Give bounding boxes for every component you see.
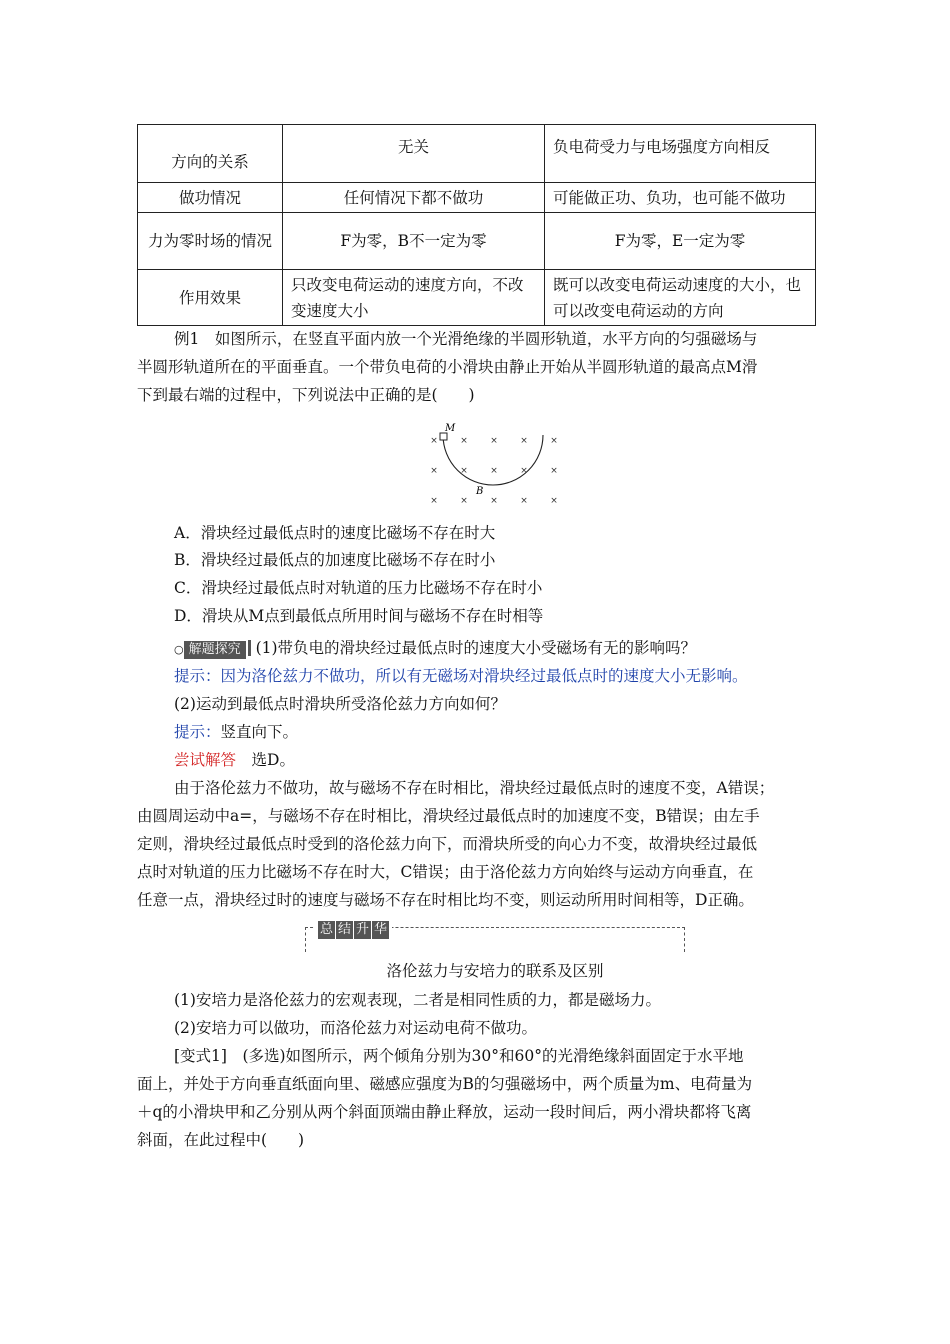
answer-choice: 选D。 bbox=[251, 751, 295, 769]
hint-label: 提示： bbox=[174, 723, 221, 741]
answer-heading bbox=[174, 745, 295, 775]
cross-icon: × bbox=[520, 436, 528, 446]
cross-icon: × bbox=[490, 496, 498, 506]
explore-question-1 bbox=[174, 634, 696, 664]
table-cell: F为零，B不一定为零 bbox=[283, 213, 545, 270]
hint-label: 提示： bbox=[174, 667, 221, 685]
cross-icon: × bbox=[490, 466, 498, 476]
point-b-label: B bbox=[476, 486, 484, 497]
answer-line: 点时对轨道的压力比磁场不存在时大，C错误；由于洛伦兹力方向始终与运动方向垂直，在 bbox=[137, 863, 754, 881]
question-text: (1)带负电的滑块经过最低点时的速度大小受磁场有无的影响吗？ bbox=[255, 639, 697, 657]
cross-icon: × bbox=[460, 466, 468, 476]
table-row bbox=[138, 270, 816, 326]
hint-text: 竖直向下。 bbox=[220, 723, 299, 741]
table-cell: 无关 bbox=[283, 125, 545, 183]
cross-icon: × bbox=[430, 466, 438, 476]
option-a: A．滑块经过最低点时的速度比磁场不存在时大 bbox=[174, 524, 496, 542]
badge-bar-icon bbox=[248, 640, 251, 656]
cross-icon: × bbox=[550, 466, 558, 476]
summary-badge bbox=[315, 919, 392, 939]
hint-text: 因为洛伦兹力不做功，所以有无磁场对滑块经过最低点时的速度大小无影响。 bbox=[220, 667, 748, 685]
point-m-label: M bbox=[445, 423, 456, 434]
magnetic-field-crosses bbox=[430, 436, 558, 506]
variant-line: 斜面，在此过程中( ) bbox=[137, 1131, 305, 1149]
variant-line: 面上，并处于方向垂直纸面向里、磁感应强度为B的匀强磁场中，两个质量为m、电荷量为 bbox=[137, 1075, 753, 1093]
option-c: C．滑块经过最低点时对轨道的压力比磁场不存在时小 bbox=[174, 579, 543, 597]
cross-icon: × bbox=[430, 496, 438, 506]
table-cell: 只改变电荷运动的速度方向，不改变速度大小 bbox=[283, 270, 545, 326]
example-line: 半圆形轨道所在的平面垂直。一个带负电荷的小滑块由静止开始从半圆形轨道的最高点M滑 bbox=[137, 358, 758, 376]
option-b: B．滑块经过最低点的加速度比磁场不存在时小 bbox=[174, 551, 496, 569]
example-line: 下到最右端的过程中，下列说法中正确的是( ) bbox=[137, 386, 475, 404]
answer-line: 任意一点，滑块经过时的速度与磁场不存在时相比均不变，则运动所用时间相等，D正确。 bbox=[137, 891, 754, 909]
table-cell: 方向的关系 bbox=[138, 125, 283, 183]
hint-2 bbox=[174, 717, 298, 747]
answer-label: 尝试解答 bbox=[174, 751, 237, 769]
cross-icon: × bbox=[550, 496, 558, 506]
table-cell: 任何情况下都不做功 bbox=[283, 183, 545, 213]
example-line: 例1 如图所示，在竖直平面内放一个光滑绝缘的半圆形轨道，水平方向的匀强磁场与 bbox=[174, 330, 758, 348]
table-row bbox=[138, 125, 816, 183]
hint-1 bbox=[174, 661, 748, 691]
slider-block bbox=[440, 433, 447, 440]
answer-line: 由于洛伦兹力不做功，故与磁场不存在时相比，滑块经过最低点时的速度不变，A错误； bbox=[174, 779, 775, 797]
summary-badge-char: 升 bbox=[356, 922, 370, 937]
cross-icon: × bbox=[550, 436, 558, 446]
summary-badge-char: 华 bbox=[374, 922, 388, 937]
circle-icon: ○ bbox=[174, 643, 184, 656]
table-cell: 负电荷受力与电场强度方向相反 bbox=[545, 125, 816, 183]
option-d: D．滑块从M点到最低点所用时间与磁场不存在时相等 bbox=[174, 607, 544, 625]
summary-point: (1)安培力是洛伦兹力的宏观表现，二者是相同性质的力，都是磁场力。 bbox=[174, 991, 661, 1009]
table-cell: F为零，E一定为零 bbox=[545, 213, 816, 270]
comparison-table bbox=[137, 124, 816, 326]
summary-badge-char: 总 bbox=[320, 922, 334, 937]
table-row bbox=[138, 213, 816, 270]
answer-line: 定则，滑块经过最低点时受到的洛伦兹力向下，而滑块所受的向心力不变，故滑块经过最低 bbox=[137, 835, 758, 853]
cross-icon: × bbox=[460, 436, 468, 446]
summary-title: 洛伦兹力与安培力的联系及区别 bbox=[386, 962, 604, 980]
cross-icon: × bbox=[490, 436, 498, 446]
table-cell: 既可以改变电荷运动速度的大小，也可以改变电荷运动的方向 bbox=[545, 270, 816, 326]
cross-icon: × bbox=[520, 466, 528, 476]
summary-point: (2)安培力可以做功，而洛伦兹力对运动电荷不做功。 bbox=[174, 1019, 537, 1037]
cross-icon: × bbox=[430, 436, 438, 446]
table-cell: 可能做正功、负功，也可能不做功 bbox=[545, 183, 816, 213]
table-row bbox=[138, 183, 816, 213]
explore-question-2: (2)运动到最低点时滑块所受洛伦兹力方向如何？ bbox=[174, 695, 506, 713]
answer-line: 由圆周运动中a=，与磁场不存在时相比，滑块经过最低点时的加速度不变，B错误；由左手 bbox=[137, 807, 760, 825]
table-cell: 做功情况 bbox=[138, 183, 283, 213]
variant-line: [变式1] (多选)如图所示，两个倾角分别为30°和60°的光滑绝缘斜面固定于水平地 bbox=[174, 1047, 744, 1065]
variant-line: ＋q的小滑块甲和乙分别从两个斜面顶端由静止释放，运动一段时间后，两小滑块都将飞离 bbox=[137, 1103, 752, 1121]
table-cell: 作用效果 bbox=[138, 270, 283, 326]
explore-badge: 解题探究 bbox=[184, 641, 246, 659]
summary-badge-char: 结 bbox=[338, 922, 352, 937]
cross-icon: × bbox=[520, 496, 528, 506]
table-cell: 力为零时场的情况 bbox=[138, 213, 283, 270]
cross-icon: × bbox=[460, 496, 468, 506]
semicircle-track-diagram bbox=[428, 421, 562, 509]
